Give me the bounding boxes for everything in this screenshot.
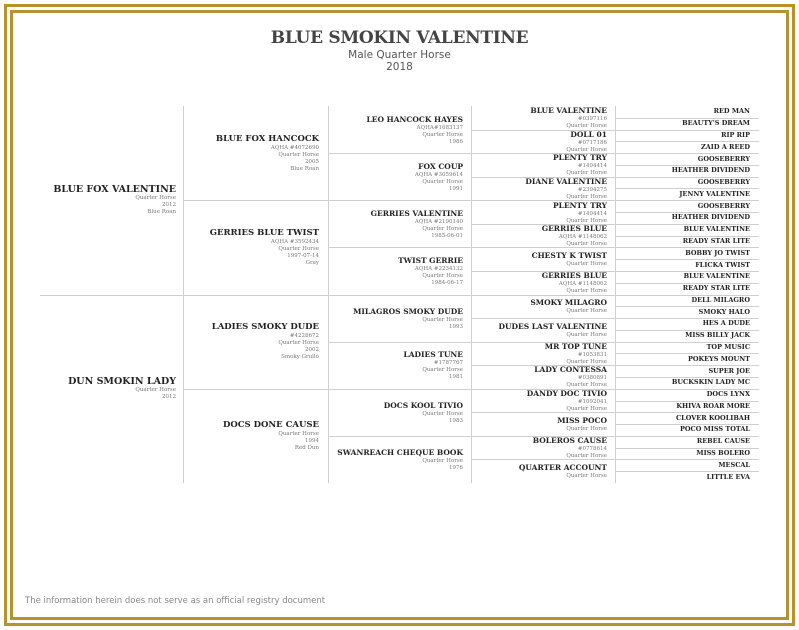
entry-content [329, 349, 463, 381]
horse-name: SWANREACH CHEQUE BOOK [337, 448, 463, 457]
horse-detail: 1976 [449, 465, 463, 471]
pedigree-entry-gen4 [472, 129, 607, 154]
pedigree-entry-gen5 [616, 330, 750, 341]
entry-separator [40, 295, 184, 296]
entry-content [616, 448, 750, 459]
horse-name: GERRIES BLUE [541, 224, 607, 233]
entry-content [616, 460, 750, 471]
entry-separator [472, 247, 616, 248]
entry-content [616, 377, 750, 388]
horse-detail: #0380891 [577, 375, 607, 381]
horse-name: GOOSEBERRY [697, 202, 750, 210]
pedigree-entry-gen5 [616, 401, 750, 412]
horse-detail: Quarter Horse [566, 288, 607, 294]
horse-detail: Quarter Horse [566, 359, 607, 365]
horse-name: CLOVER KOOLIBAH [675, 414, 750, 422]
entry-content [616, 224, 750, 235]
entry-separator [472, 318, 616, 319]
pedigree-entry-gen5 [616, 260, 750, 271]
pedigree-entry-gen4 [472, 176, 607, 201]
entry-content [184, 420, 319, 452]
pedigree-entry-gen1 [40, 376, 176, 401]
entry-content [616, 177, 750, 188]
horse-detail: AQHA #2234132 [414, 266, 463, 272]
horse-detail: 1997-07-14 [287, 253, 319, 259]
entry-content [329, 447, 463, 472]
horse-detail: Quarter Horse [566, 123, 607, 129]
horse-detail: Quarter Horse [278, 340, 319, 346]
horse-detail: #0717186 [577, 140, 607, 146]
horse-detail: Quarter Horse [278, 246, 319, 252]
horse-detail: Quarter Horse [566, 382, 607, 388]
pedigree-entry-gen5 [616, 154, 750, 165]
pedigree-entry-gen5 [616, 177, 750, 188]
horse-name: DOCS LYNX [706, 390, 750, 398]
horse-detail: Quarter Horse [566, 453, 607, 459]
entry-content [616, 307, 750, 318]
pedigree-entry-gen4 [472, 388, 607, 413]
entry-separator [472, 412, 616, 413]
entry-content [616, 436, 750, 447]
entry-content [616, 472, 750, 483]
horse-detail: 1984-06-17 [431, 280, 463, 286]
pedigree-entry-gen5 [616, 295, 750, 306]
entry-content [616, 248, 750, 259]
horse-name: MISS BOLERO [696, 449, 750, 457]
entry-content [472, 341, 607, 366]
horse-name: POKEYS MOUNT [687, 355, 750, 363]
entry-content [472, 129, 607, 154]
horse-detail: Quarter Horse [566, 332, 607, 338]
entry-separator [329, 342, 472, 343]
horse-detail: 1981 [449, 374, 463, 380]
horse-name: BLUE VALENTINE [683, 272, 750, 280]
horse-name: MR TOP TUNE [544, 342, 607, 351]
horse-name: READY STAR LITE [682, 284, 750, 292]
horse-detail: Quarter Horse [422, 179, 463, 185]
pedigree-entry-gen3 [329, 161, 463, 193]
pedigree-entry-gen4 [472, 200, 607, 225]
pedigree-entry-gen5 [616, 224, 750, 235]
entry-separator [184, 200, 328, 201]
horse-name: MISS POCO [557, 416, 607, 425]
entry-content [616, 165, 750, 176]
entry-content [472, 364, 607, 389]
pedigree-entry-gen4 [472, 415, 607, 433]
pedigree-entry-gen5 [616, 366, 750, 377]
entry-separator [184, 389, 328, 390]
horse-name: HEATHER DIVIDEND [671, 213, 750, 221]
entry-separator [184, 295, 328, 296]
entry-content [40, 184, 176, 216]
entry-content [329, 400, 463, 425]
horse-detail: Quarter Horse [422, 411, 463, 417]
pedigree-entry-gen2 [184, 228, 319, 267]
horse-detail: 1986 [449, 139, 463, 145]
pedigree-entry-gen5 [616, 236, 750, 247]
horse-name: DOCS DONE CAUSE [222, 420, 319, 430]
entry-content [472, 415, 607, 433]
pedigree-entry-gen3 [329, 306, 463, 331]
horse-name: REBEL CAUSE [696, 437, 750, 445]
pedigree-entry-gen5 [616, 118, 750, 129]
pedigree-entry-gen4 [472, 152, 607, 177]
entry-separator [472, 459, 616, 460]
horse-detail: 1983 [449, 418, 463, 424]
horse-detail: Gray [305, 260, 319, 266]
entry-content [616, 295, 750, 306]
horse-detail: AQHA #2190140 [414, 219, 463, 225]
entry-separator [329, 295, 472, 296]
horse-detail: Blue Roan [147, 209, 176, 215]
pedigree-entry-gen5 [616, 413, 750, 424]
horse-detail: 1993 [449, 324, 463, 330]
horse-detail: 2012 [162, 202, 176, 208]
pedigree-entry-gen5 [616, 448, 750, 459]
pedigree-entry-gen5 [616, 130, 750, 141]
horse-name: ZAID A REED [701, 143, 750, 151]
entry-content [616, 106, 750, 117]
horse-name: SMOKY MILAGRO [530, 298, 607, 307]
pedigree-entry-gen3 [329, 349, 463, 381]
entry-content [616, 330, 750, 341]
horse-breed-subtitle: Male Quarter Horse [348, 49, 451, 61]
horse-detail: Quarter Horse [422, 132, 463, 138]
horse-name: BLUE FOX VALENTINE [53, 184, 176, 195]
entry-content [616, 130, 750, 141]
horse-name: TWIST GERRIE [398, 256, 463, 265]
horse-name: SMOKY HALO [698, 308, 750, 316]
horse-name: CHESTY K TWIST [531, 251, 607, 260]
horse-name: GERRIES BLUE TWIST [209, 228, 319, 238]
horse-name: LITTLE EVA [706, 473, 750, 481]
entry-content [472, 435, 607, 460]
pedigree-entry-gen5 [616, 165, 750, 176]
pedigree-entry-gen5 [616, 271, 750, 282]
horse-name: TOP MUSIC [706, 343, 750, 351]
horse-detail: Quarter Horse [566, 473, 607, 479]
horse-detail: Quarter Horse [566, 426, 607, 432]
horse-detail: Quarter Horse [422, 367, 463, 373]
horse-detail: Quarter Horse [566, 308, 607, 314]
horse-detail: AQHA#1683137 [416, 125, 463, 131]
horse-name: BLUE VALENTINE [530, 106, 607, 115]
entry-content [184, 322, 319, 361]
horse-name: FLICKA TWIST [695, 261, 750, 269]
horse-name: LADIES TUNE [403, 350, 463, 359]
horse-detail: Quarter Horse [566, 147, 607, 153]
horse-detail: Quarter Horse [135, 195, 176, 201]
horse-detail: 2005 [305, 159, 319, 165]
entry-content [616, 212, 750, 223]
entry-content [472, 250, 607, 268]
entry-separator [329, 200, 472, 201]
entry-content [329, 114, 463, 146]
horse-detail: Quarter Horse [566, 194, 607, 200]
horse-detail: AQHA #1148062 [558, 281, 607, 287]
pedigree-entry-gen5 [616, 318, 750, 329]
pedigree-entry-gen5 [616, 377, 750, 388]
horse-name: HEATHER DIVIDEND [671, 166, 750, 174]
horse-name: DUN SMOKIN LADY [68, 376, 176, 387]
horse-detail: #1494414 [577, 163, 607, 169]
pedigree-entry-gen4 [472, 105, 607, 130]
horse-name: RIP RIP [721, 131, 750, 139]
entry-content [616, 413, 750, 424]
horse-name: JENNY VALENTINE [679, 190, 750, 198]
horse-name: DUDES LAST VALENTINE [498, 322, 607, 331]
horse-detail: AQHA #3059614 [414, 172, 463, 178]
horse-name: HES A DUDE [702, 319, 750, 327]
entry-content [616, 354, 750, 365]
horse-detail: Quarter Horse [422, 226, 463, 232]
entry-content [616, 260, 750, 271]
horse-name: BEAUTY'S DREAM [682, 119, 750, 127]
horse-detail: #4228672 [289, 333, 319, 339]
horse-detail: Quarter Horse [422, 273, 463, 279]
horse-detail: 1994 [305, 438, 319, 444]
horse-name: GERRIES VALENTINE [370, 209, 463, 218]
pedigree-entry-gen4 [472, 341, 607, 366]
pedigree-entry-gen5 [616, 342, 750, 353]
horse-detail: Smoky Grullo [281, 354, 319, 360]
horse-detail: Quarter Horse [278, 431, 319, 437]
pedigree-entry-gen5 [616, 354, 750, 365]
pedigree-entry-gen5 [616, 189, 750, 200]
pedigree-entry-gen3 [329, 114, 463, 146]
horse-detail: #0397116 [577, 116, 607, 122]
entry-content [472, 270, 607, 295]
horse-name: SUPER JOE [708, 367, 750, 375]
pedigree-entry-gen2 [184, 322, 319, 361]
pedigree-entry-gen2 [184, 134, 319, 173]
entry-content [472, 200, 607, 225]
horse-name: BOBBY JO TWIST [685, 249, 750, 257]
entry-content [616, 189, 750, 200]
pedigree-entry-gen5 [616, 424, 750, 435]
horse-name: BUCKSKIN LADY MC [671, 378, 750, 386]
horse-name: RED MAN [713, 107, 750, 115]
entry-content [616, 424, 750, 435]
horse-name: BOLEROS CAUSE [532, 436, 607, 445]
horse-detail: 2002 [305, 347, 319, 353]
entry-content [616, 366, 750, 377]
horse-detail: Quarter Horse [566, 261, 607, 267]
horse-name: FOX COUP [418, 162, 463, 171]
horse-detail: Quarter Horse [422, 458, 463, 464]
entry-content [616, 283, 750, 294]
horse-name: BLUE VALENTINE [683, 225, 750, 233]
entry-content [329, 255, 463, 287]
horse-name: LEO HANCOCK HAYES [366, 115, 463, 124]
horse-name: LADY CONTESSA [534, 365, 607, 374]
horse-name-title: BLUE SMOKIN VALENTINE [270, 28, 529, 48]
pedigree-entry-gen3 [329, 400, 463, 425]
pedigree-entry-gen5 [616, 212, 750, 223]
pedigree-entry-gen3 [329, 208, 463, 240]
horse-detail: Quarter Horse [566, 241, 607, 247]
entry-content [329, 161, 463, 193]
horse-name: KHIVA ROAR MORE [676, 402, 750, 410]
horse-name: DOCS KOOL TIVIO [383, 401, 463, 410]
horse-name: DANDY DOC TIVIO [526, 389, 607, 398]
horse-detail: Quarter Horse [566, 406, 607, 412]
horse-detail: Blue Roan [290, 166, 319, 172]
entry-content [472, 297, 607, 315]
horse-name: READY STAR LITE [682, 237, 750, 245]
horse-birth-year: 2018 [386, 61, 413, 73]
horse-detail: AQHA #4072690 [270, 145, 319, 151]
horse-name: GERRIES BLUE [541, 271, 607, 280]
entry-separator [329, 247, 472, 248]
pedigree-entry-gen4 [472, 321, 607, 339]
horse-detail: 1985-06-01 [431, 233, 463, 239]
entry-content [329, 306, 463, 331]
pedigree-entry-gen5 [616, 307, 750, 318]
pedigree-entry-gen3 [329, 255, 463, 287]
pedigree-entry-gen5 [616, 201, 750, 212]
pedigree-entry-gen5 [616, 248, 750, 259]
horse-name: GOOSEBERRY [697, 178, 750, 186]
horse-name: DELL MILAGRO [691, 296, 750, 304]
horse-name: MILAGROS SMOKY DUDE [353, 307, 463, 316]
horse-detail: Quarter Horse [566, 218, 607, 224]
horse-name: LADIES SMOKY DUDE [211, 322, 319, 332]
horse-detail: Quarter Horse [422, 317, 463, 323]
entry-content [472, 462, 607, 480]
horse-name: MISS BILLY JACK [685, 331, 750, 339]
entry-content [616, 118, 750, 129]
horse-detail: Quarter Horse [135, 387, 176, 393]
horse-name: MESCAL [718, 461, 750, 469]
pedigree-entry-gen5 [616, 283, 750, 294]
pedigree-entry-gen4 [472, 270, 607, 295]
horse-detail: #1092041 [577, 399, 607, 405]
entry-separator [329, 436, 472, 437]
horse-name: PLENTY TRY [553, 153, 607, 162]
pedigree-entry-gen4 [472, 223, 607, 248]
entry-content [329, 208, 463, 240]
pedigree-entry-gen5 [616, 389, 750, 400]
pedigree-entry-gen4 [472, 462, 607, 480]
pedigree-entry-gen4 [472, 364, 607, 389]
pedigree-entry-gen5 [616, 142, 750, 153]
pedigree-entry-gen4 [472, 250, 607, 268]
entry-content [472, 223, 607, 248]
horse-detail: #1787767 [433, 360, 463, 366]
horse-detail: AQHA #1148062 [558, 234, 607, 240]
horse-detail: #2394275 [577, 187, 607, 193]
horse-detail: #1494414 [577, 211, 607, 217]
horse-detail: Quarter Horse [566, 170, 607, 176]
horse-detail: AQHA #3592434 [270, 239, 319, 245]
pedigree-entry-gen2 [184, 420, 319, 452]
horse-detail: Quarter Horse [278, 152, 319, 158]
pedigree-entry-gen5 [616, 436, 750, 447]
entry-content [184, 134, 319, 173]
horse-detail: 2012 [162, 394, 176, 400]
entry-content [616, 271, 750, 282]
pedigree-entry-gen5 [616, 106, 750, 117]
horse-detail: 1991 [449, 186, 463, 192]
entry-content [184, 228, 319, 267]
horse-name: BLUE FOX HANCOCK [215, 134, 319, 144]
horse-name: DOLL 01 [570, 130, 607, 139]
horse-name: QUARTER ACCOUNT [518, 463, 607, 472]
entry-content [472, 152, 607, 177]
entry-content [616, 236, 750, 247]
entry-separator [329, 153, 472, 154]
horse-detail: #0778614 [577, 446, 607, 452]
entry-separator [329, 389, 472, 390]
horse-detail: #1053831 [577, 352, 607, 358]
entry-content [616, 401, 750, 412]
pedigree-entry-gen1 [40, 184, 176, 216]
entry-content [472, 176, 607, 201]
entry-content [616, 318, 750, 329]
entry-content [616, 389, 750, 400]
pedigree-entry-gen4 [472, 435, 607, 460]
disclaimer-text: The information herein does not serve as an official registry document [25, 596, 326, 606]
horse-name: GOOSEBERRY [697, 155, 750, 163]
horse-name: PLENTY TRY [553, 201, 607, 210]
entry-content [40, 376, 176, 401]
pedigree-entry-gen4 [472, 297, 607, 315]
horse-name: DIANE VALENTINE [525, 177, 607, 186]
entry-content [616, 142, 750, 153]
entry-content [472, 321, 607, 339]
horse-name: POCO MISS TOTAL [680, 425, 750, 433]
entry-content [616, 201, 750, 212]
horse-detail: Red Dun [294, 445, 319, 451]
entry-content [616, 342, 750, 353]
pedigree-entry-gen5 [616, 472, 750, 483]
entry-content [472, 388, 607, 413]
entry-separator [472, 295, 616, 296]
pedigree-entry-gen3 [329, 447, 463, 472]
pedigree-entry-gen5 [616, 460, 750, 471]
entry-content [616, 154, 750, 165]
entry-content [472, 105, 607, 130]
